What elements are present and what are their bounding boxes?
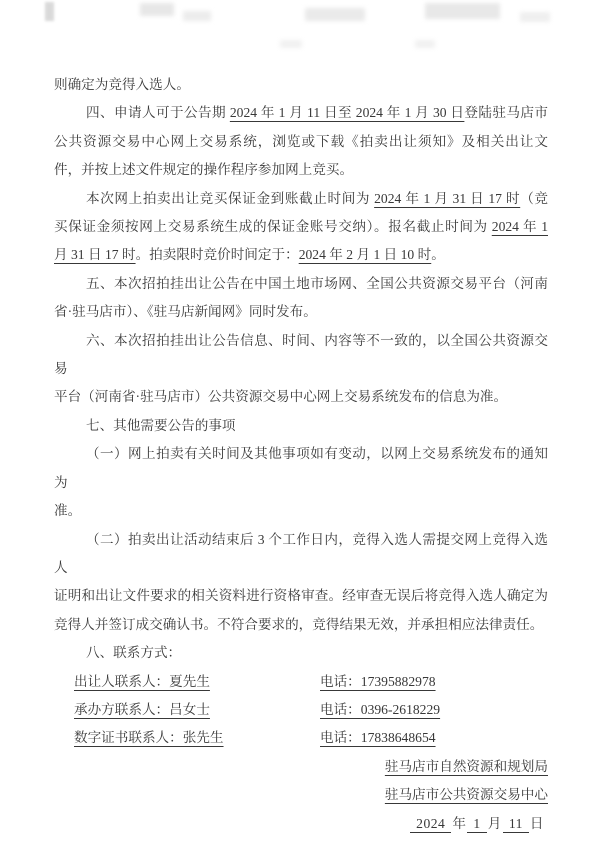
contact-list bbox=[54, 668, 548, 753]
text-line bbox=[54, 327, 548, 384]
text-line bbox=[54, 241, 548, 269]
text-line bbox=[54, 526, 548, 583]
contact-phone: 电话：17395882978 bbox=[320, 673, 436, 689]
contact-phone: 电话：17838648654 bbox=[320, 730, 436, 746]
text-segment: 件，并按上述文件规定的操作程序参加网上竞买。 bbox=[54, 162, 354, 178]
date-year: 2024 bbox=[410, 816, 451, 833]
text-segment: 买保证金须按网上交易系统生成的保证金账号交纳）。报名截止时间为 bbox=[54, 219, 492, 235]
signature-line bbox=[54, 753, 548, 781]
underlined-text: 2024 年 1 月 11 日至 2024 年 1 月 30 日 bbox=[229, 105, 465, 121]
scan-artifact bbox=[280, 40, 302, 48]
scan-artifact bbox=[415, 40, 435, 48]
text-line bbox=[54, 99, 548, 127]
text-segment: 。 bbox=[431, 247, 445, 263]
text-segment: （竞 bbox=[520, 190, 549, 206]
text-segment: 省·驻马店市）、《驻马店新闻网》同时发布。 bbox=[54, 304, 317, 320]
date-day: 11 bbox=[503, 816, 529, 833]
scan-artifact bbox=[520, 12, 550, 22]
underlined-text: 月 31 日 17 时 bbox=[54, 247, 136, 263]
text-line bbox=[54, 497, 548, 525]
contact-row bbox=[54, 724, 548, 752]
text-line bbox=[54, 71, 548, 99]
text-line bbox=[54, 156, 548, 184]
date-month-label: 月 bbox=[487, 815, 502, 831]
scan-artifact bbox=[425, 3, 500, 19]
date-year-label: 年 bbox=[452, 815, 467, 831]
signature-line bbox=[54, 781, 548, 809]
date-day-label: 日 bbox=[529, 815, 544, 831]
text-segment: 六、本次招拍挂出让公告信息、时间、内容等不一致的，以全国公共资源交易 bbox=[54, 332, 548, 377]
signature-block bbox=[54, 753, 548, 810]
text-line bbox=[54, 383, 548, 411]
text-line bbox=[54, 611, 548, 639]
text-segment: 四、申请人可于公告期 bbox=[86, 105, 230, 121]
text-line bbox=[54, 639, 548, 667]
contact-person: 出让人联系人：夏先生 bbox=[74, 673, 210, 689]
text-segment: 七、其他需要公告的事项 bbox=[86, 417, 236, 433]
text-line bbox=[54, 582, 548, 610]
text-line bbox=[54, 213, 548, 241]
text-segment: （二）拍卖出让活动结束后 3 个工作日内，竞得入选人需提交网上竞得入选人 bbox=[54, 531, 548, 575]
text-segment: （一）网上拍卖有关时间及其他事项如有变动，以网上交易系统发布的通知为 bbox=[54, 446, 548, 490]
scan-artifact bbox=[305, 8, 365, 21]
text-segment: 。拍卖限时竞价时间定于： bbox=[135, 247, 299, 263]
underlined-text: 2024 年 1 月 31 日 17 时 bbox=[374, 190, 521, 206]
issue-date-line bbox=[54, 810, 548, 838]
contact-person: 承办方联系人：吕女士 bbox=[74, 701, 210, 717]
text-line bbox=[54, 128, 548, 156]
text-segment: 八、联系方式： bbox=[86, 645, 182, 661]
text-line bbox=[54, 270, 548, 298]
scan-artifact bbox=[140, 3, 174, 16]
text-segment: 证明和出让文件要求的相关资料进行资格审查。经审查无误后将竞得入选人确定为 bbox=[54, 588, 548, 604]
text-segment: 公共资源交易中心网上交易系统，浏览或下载《拍卖出让须知》及相关出让文 bbox=[54, 133, 548, 149]
document-content bbox=[54, 71, 548, 838]
document-body bbox=[54, 71, 548, 668]
underlined-text: 2024 年 1 bbox=[491, 219, 548, 235]
contact-person: 数字证书联系人：张先生 bbox=[74, 730, 224, 746]
text-segment: 平台（河南省·驻马店市）公共资源交易中心网上交易系统发布的信息为准。 bbox=[54, 389, 508, 405]
text-line bbox=[54, 412, 548, 440]
text-segment: 则确定为竞得入选人。 bbox=[54, 77, 190, 92]
text-segment: 本次网上拍卖出让竞买保证金到账截止时间为 bbox=[86, 190, 375, 206]
contact-phone: 电话：0396-2618229 bbox=[320, 701, 441, 717]
underlined-text: 驻马店市自然资源和规划局 bbox=[384, 758, 548, 774]
text-segment: 准。 bbox=[54, 503, 82, 519]
text-line bbox=[54, 440, 548, 497]
contact-row bbox=[54, 668, 548, 696]
text-segment: 五、本次招拍挂出让公告在中国土地市场网、全国公共资源交易平台（河南 bbox=[86, 275, 548, 291]
text-line bbox=[54, 298, 548, 326]
text-segment: 竞得人并签订成交确认书。不符合要求的，竞得结果无效，并承担相应法律责任。 bbox=[54, 616, 544, 632]
underlined-text: 驻马店市公共资源交易中心 bbox=[384, 787, 548, 803]
underlined-text: 2024 年 2 月 1 日 10 时 bbox=[298, 247, 432, 263]
date-month: 1 bbox=[467, 816, 486, 833]
scan-artifact bbox=[183, 11, 211, 21]
scan-artifact bbox=[45, 2, 54, 21]
contact-row bbox=[54, 696, 548, 724]
text-segment: 登陆驻马店市 bbox=[464, 105, 548, 121]
text-line bbox=[54, 185, 548, 213]
